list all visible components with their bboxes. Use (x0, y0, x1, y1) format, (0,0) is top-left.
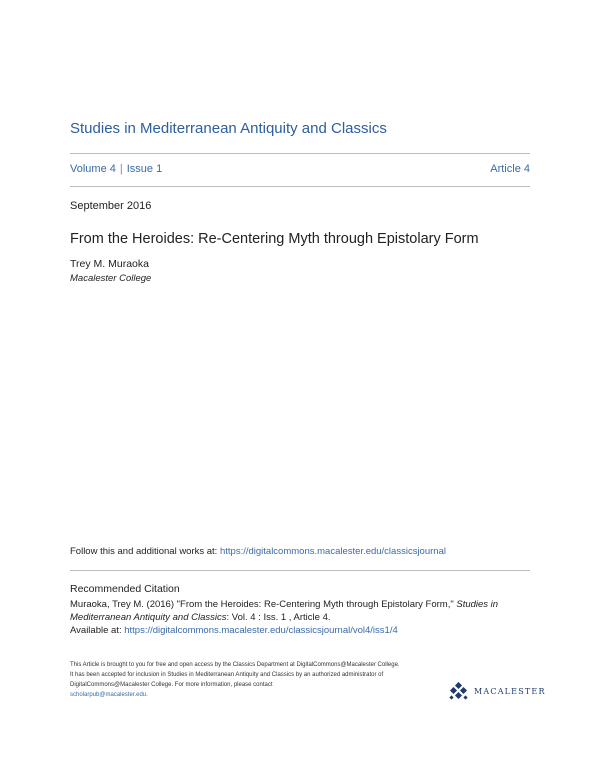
footer-text: This Article is brought to you for free and open access by the Classics Department at DigitalCommons@Macalester College. It has been accepted for inclusion in Studies in Mediterranean Antiquity and Classics by an authorized administrator of DigitalCommons@Macalester College. For more information, please contact (70, 662, 400, 688)
citation-suffix: : Vol. 4 : Iss. 1 , Article 4. (226, 612, 331, 623)
article-link[interactable]: Article 4 (490, 163, 530, 175)
follow-line (70, 546, 446, 557)
citation-text (70, 598, 540, 624)
footer-notice (70, 660, 400, 700)
separator: | (119, 163, 123, 175)
volume-link[interactable]: Volume 4 (70, 163, 116, 175)
follow-text: Follow this and additional works at: (70, 546, 220, 557)
volume-issue (70, 163, 162, 175)
available-label: Available at: (70, 625, 125, 636)
divider (70, 570, 530, 571)
divider (70, 186, 530, 187)
availability-line (70, 625, 398, 636)
publication-date: September 2016 (70, 200, 152, 212)
author-name: Trey M. Muraoka (70, 258, 149, 270)
collection-link[interactable]: https://digitalcommons.macalester.edu/classicsjournal (219, 546, 446, 557)
citation-journal: Studies in Mediterranean Antiquity and Classics (70, 599, 499, 623)
logo-text: MACALESTER (474, 687, 546, 696)
citation-prefix: Muraoka, Trey M. (2016) "From the Heroides: Re-Centering Myth through Epistolary Form," (70, 599, 457, 610)
author-institution: Macalester College (70, 273, 152, 284)
macalester-lattice-icon (448, 682, 470, 702)
citation-heading: Recommended Citation (70, 583, 180, 595)
article-title: From the Heroides: Re-Centering Myth through Epistolary Form (70, 231, 479, 247)
divider (70, 153, 530, 154)
macalester-logo (448, 682, 546, 702)
journal-title[interactable]: Studies in Mediterranean Antiquity and Classics (70, 120, 387, 137)
contact-email-link[interactable]: scholarpub@macalester.edu. (70, 692, 148, 698)
article-url-link[interactable]: https://digitalcommons.macalester.edu/classicsjournal/vol4/iss1/4 (124, 625, 398, 636)
issue-link[interactable]: Issue 1 (126, 163, 163, 175)
